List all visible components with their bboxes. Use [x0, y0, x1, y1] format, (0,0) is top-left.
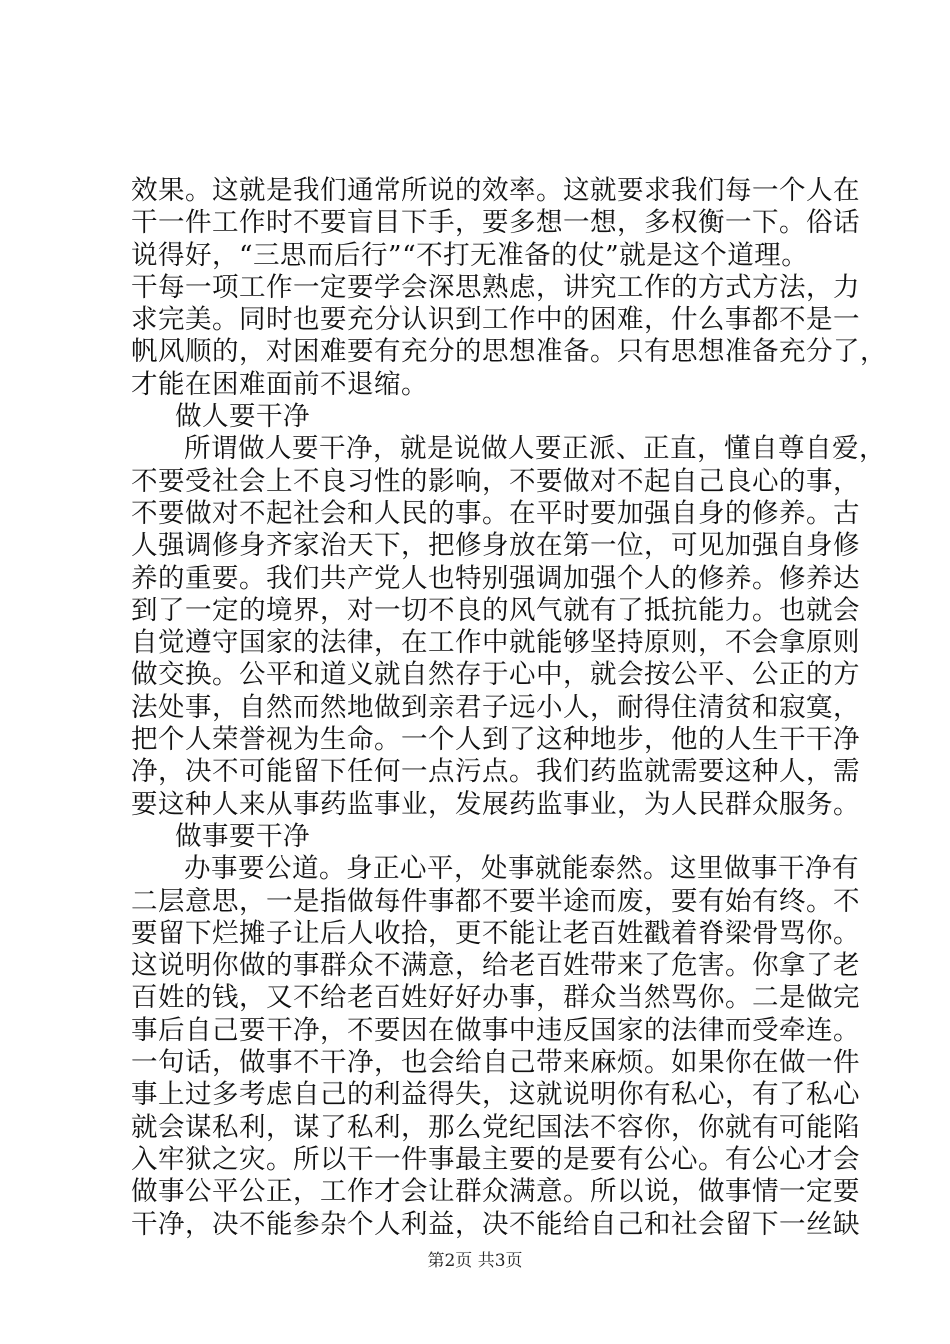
- page-footer: [0, 1246, 950, 1271]
- text-line: 自觉遵守国家的法律，在工作中就能够坚持原则，不会拿原则: [131, 627, 860, 659]
- text-line: 就会谋私利，谋了私利，那么党纪国法不容你，你就有可能陷: [131, 1111, 860, 1143]
- text-line: 要留下烂摊子让后人收拾，更不能让老百姓戳着脊梁骨骂你。: [131, 917, 860, 949]
- section-heading-conduct: 做人要干净: [175, 401, 310, 433]
- text-line: 净，决不可能留下任何一点污点。我们药监就需要这种人，需: [131, 756, 860, 788]
- text-line: 效果。这就是我们通常所说的效率。这就要求我们每一个人在: [131, 175, 860, 206]
- text-line: 帆风顺的，对困难要有充分的思想准备。只有思想准备充分了，: [131, 336, 887, 368]
- page-number: 第2页 共3页: [427, 1251, 523, 1271]
- text-line: 这说明你做的事群众不满意，给老百姓带来了危害。你拿了老: [131, 950, 860, 982]
- text-line: 才能在困难面前不退缩。: [131, 368, 428, 400]
- text-line: 一句话，做事不干净，也会给自己带来麻烦。如果你在做一件: [131, 1047, 860, 1079]
- text-line: 事后自己要干净，不要因在做事中违反国家的法律而受牵连。: [131, 1014, 860, 1046]
- text-line: 到了一定的境界，对一切不良的风气就有了抵抗能力。也就会: [131, 594, 860, 626]
- text-line: 法处事，自然而然地做到亲君子远小人，耐得住清贫和寂寞，: [131, 691, 860, 723]
- text-line: 不要做对不起社会和人民的事。在平时要加强自身的修养。古: [131, 497, 860, 529]
- text-line: 百姓的钱，又不给老百姓好好办事，群众当然骂你。二是做完: [131, 982, 860, 1014]
- text-line: 做事公平公正，工作才会让群众满意。所以说，做事情一定要: [131, 1176, 860, 1208]
- section-heading-work: 做事要干净: [175, 820, 310, 852]
- text-line: 事上过多考虑自己的利益得失，这就说明你有私心，有了私心: [131, 1079, 860, 1111]
- text-line: 办事要公道。身正心平，处事就能泰然。这里做事干净有: [184, 853, 859, 885]
- text-line: 所谓做人要干净，就是说做人要正派、正直，懂自尊自爱，: [184, 433, 886, 465]
- text-line: 不要受社会上不良习性的影响，不要做对不起自己良心的事，: [131, 465, 860, 497]
- text-line: 入牢狱之灾。所以干一件事最主要的是要有公心。有公心才会: [131, 1143, 860, 1175]
- text-line: 把个人荣誉视为生命。一个人到了这种地步，他的人生干干净: [131, 724, 860, 756]
- text-line: 人强调修身齐家治天下，把修身放在第一位，可见加强自身修: [131, 530, 860, 562]
- text-line: 干每一项工作一定要学会深思熟虑，讲究工作的方式方法，力: [131, 271, 860, 303]
- text-line: 求完美。同时也要充分认识到工作中的困难，什么事都不是一: [131, 304, 860, 336]
- text-line: 说得好，“三思而后行”“不打无准备的仗”就是这个道理。: [131, 239, 809, 271]
- text-line: 要这种人来从事药监事业，发展药监事业，为人民群众服务。: [131, 788, 860, 820]
- text-line: 干一件工作时不要盲目下手，要多想一想，多权衡一下。俗话: [131, 207, 860, 239]
- text-line: 做交换。公平和道义就自然存于心中，就会按公平、公正的方: [131, 659, 860, 691]
- text-line: 养的重要。我们共产党人也特别强调加强个人的修养。修养达: [131, 562, 860, 594]
- text-line: 干净，决不能参杂个人利益，决不能给自己和社会留下一丝缺: [131, 1208, 860, 1240]
- document-body: [131, 175, 887, 1241]
- text-line: 二层意思，一是指做每件事都不要半途而废，要有始有终。不: [131, 885, 860, 917]
